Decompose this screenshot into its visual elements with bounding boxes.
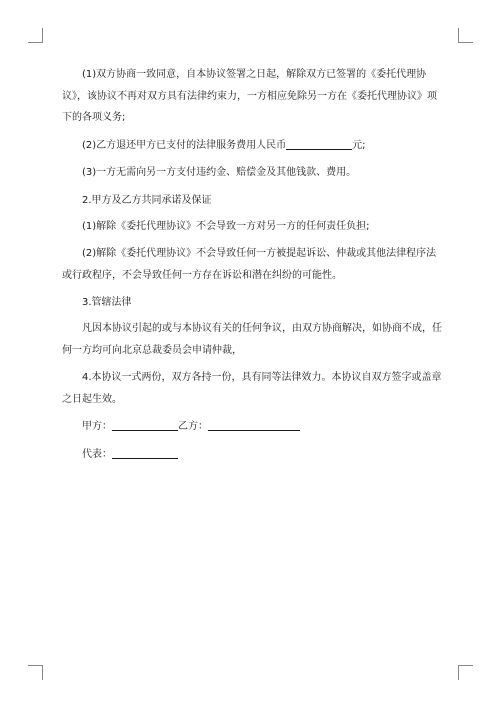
clause-3: (3)一方无需向另一方支付违约金、赔偿金及其他钱款、费用。 <box>82 167 357 179</box>
party-b-label: 乙方： <box>178 421 208 433</box>
crop-mark-top-right <box>458 28 473 43</box>
signature-line-parties <box>62 416 442 438</box>
section-2-title: 2.甲方及乙方共同承诺及保证 <box>82 194 212 206</box>
amount-blank <box>286 137 352 150</box>
representative-blank <box>112 446 178 459</box>
section-2-item-1: (1)解除《委托代理协议》不会导致一方对另一方的任何责任负担; <box>82 220 370 232</box>
crop-mark-top-left <box>28 28 43 43</box>
representative-label: 代表： <box>82 448 112 460</box>
crop-mark-bottom-right <box>458 665 473 680</box>
party-a-label: 甲方： <box>82 421 112 433</box>
document-body <box>62 64 442 472</box>
clause-2 <box>62 135 442 157</box>
clause-1: (1)双方协商一致同意，自本协议签署之日起，解除双方已签署的《委托代理协议》，该协议不再对双方具有法律约束力，一方相应免除另一方在《委托代理协议》项下的各项义务; <box>62 69 437 124</box>
section-3-text: 凡因本协议引起的或与本协议有关的任何争议，由双方协商解决，如协商不成，任何一方均可向北京总裁委员会申请仲裁， <box>62 322 442 356</box>
party-a-blank <box>112 418 178 431</box>
section-3-title: 3.管辖法律 <box>82 297 132 309</box>
section-4-text: 4.本协议一式两份，双方各持一份，具有同等法律效力。本协议自双方签字或盖章之日起生效。 <box>62 372 442 405</box>
section-2-item-2: (2)解除《委托代理协议》不会导致任何一方被提起诉讼、仲裁或其他法律程序法或行政程序，不会导致任何一方存在诉讼和潜在纠纷的可能性。 <box>62 248 437 281</box>
crop-mark-bottom-left <box>28 665 43 680</box>
signature-line-representative <box>62 444 442 466</box>
clause-2-text: (2)乙方退还甲方已支付的法律服务费用人民币 <box>82 139 287 151</box>
clause-2-unit: 元; <box>352 139 366 151</box>
party-b-blank <box>208 418 300 431</box>
